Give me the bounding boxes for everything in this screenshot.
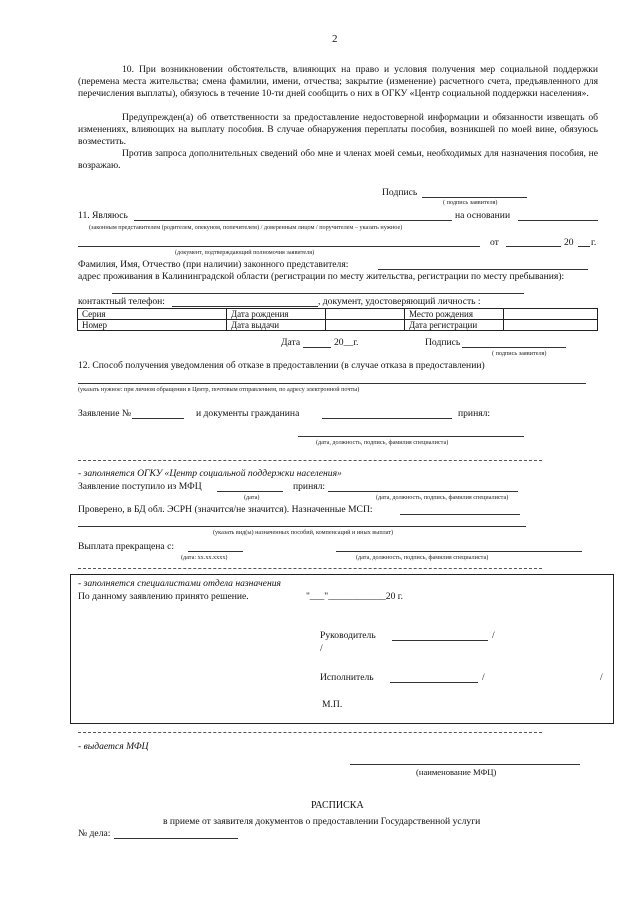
citizen-name-field[interactable] <box>322 418 452 419</box>
s11-hint2: (документ, подтверждающий полномочия заявителя) <box>175 249 315 256</box>
divider <box>78 732 542 733</box>
signature-label: Подпись <box>382 187 418 198</box>
address-field[interactable] <box>112 293 524 294</box>
assigned-benefits-field-2[interactable] <box>78 526 526 527</box>
table-cell-value[interactable] <box>326 320 405 331</box>
head-label: Руководитель <box>320 630 376 641</box>
signature-line[interactable] <box>422 197 527 198</box>
date-year: 20__г. <box>334 337 359 348</box>
table-cell-label: Номер <box>78 320 227 331</box>
ogku-specialist-field[interactable] <box>328 491 518 492</box>
case-number-label: № дела: <box>78 828 111 839</box>
authority-year-field[interactable] <box>578 246 590 247</box>
checked-label: Проверено, в БД обл. ЭСРН (значится/не значится). Назначенные МСП: <box>78 504 373 515</box>
executor-signature-field[interactable] <box>390 682 478 683</box>
ogku-header: - заполняется ОГКУ «Центр социальной поддержки населения» <box>78 468 342 479</box>
head-slash-2: / <box>320 643 323 654</box>
representative-fio-label: Фамилия, Имя, Отчество (при наличии) законного представителя: <box>78 259 349 270</box>
s12-hint: (указать нужное: при личном обращении в Центр, почтовым отправлением, по адресу электронной почты) <box>78 386 360 393</box>
head-signature-field[interactable] <box>392 640 488 641</box>
payment-stopped-date-field[interactable] <box>188 551 243 552</box>
s11-hint1: (законным представителем (родителем, опекуном, попечителем) / доверенным лицом / поручителем – указать нужное) <box>89 224 403 231</box>
date-field[interactable] <box>303 347 331 348</box>
executor-label: Исполнитель <box>320 672 374 683</box>
s11-from-label: от <box>490 237 499 248</box>
payment-stopped-label: Выплата прекращена с: <box>78 541 175 552</box>
authority-date-field[interactable] <box>506 246 561 247</box>
identity-doc-label: , документ, удостоверяющий личность : <box>318 296 481 307</box>
clause-10: 10. При возникновении обстоятельств, влияющих на право и условия получения мер социальной поддержки (перемена места жительства; смена фамилии, имени, отчества; закрытие (изменение) расчетного счета, предъявленного для перечисления выплаты), обязуюсь в течение 10-ти дней сообщить о них в ОГКУ «Центр социальной поддержки населения». <box>78 64 598 99</box>
s11-g: г. <box>591 237 597 248</box>
representative-type-field[interactable] <box>134 220 452 221</box>
s11-basis-label: на основании <box>455 210 511 221</box>
box-header: - заполняется специалистами отдела назначения <box>78 578 281 589</box>
table-cell-label: Дата рождения <box>227 309 326 320</box>
received-date-field[interactable] <box>217 491 283 492</box>
basis-field[interactable] <box>518 220 598 221</box>
head-slash: / <box>492 630 495 641</box>
received-from-mfc-label: Заявление поступило из МФЦ <box>78 481 202 492</box>
s11-year: 20 <box>564 237 574 248</box>
table-row <box>78 320 598 331</box>
divider <box>78 460 542 461</box>
mfc-hint: (наименование МФЦ) <box>416 767 497 777</box>
table-cell-label: Серия <box>78 309 227 320</box>
mfc-name-field[interactable] <box>350 764 580 765</box>
assigned-benefits-field[interactable] <box>400 514 520 515</box>
s11-intro: 11. Являюсь <box>78 210 128 221</box>
receipt-subtitle: в приеме от заявителя документов о предоставлении Государственной услуги <box>163 816 481 827</box>
application-number-field[interactable] <box>132 418 184 419</box>
statement-hint: (дата, должность, подпись, фамилия специалиста) <box>316 439 449 446</box>
table-cell-label: Место рождения <box>405 309 504 320</box>
payment-stopped-specialist-field[interactable] <box>336 551 582 552</box>
hint-date: (дата) <box>244 494 260 501</box>
table-row <box>78 309 598 320</box>
hint-specialist2: (дата, должность, подпись, фамилия специалиста) <box>356 554 489 561</box>
docs-label: и документы гражданина <box>196 408 300 419</box>
hint-specialist: (дата, должность, подпись, фамилия специалиста) <box>376 494 509 501</box>
receipt-title: РАСПИСКА <box>311 800 364 811</box>
application-number-label: Заявление № <box>78 408 132 419</box>
ogku-accepted-label: принял: <box>293 481 326 492</box>
mfc-header: - выдается МФЦ <box>78 741 149 752</box>
representative-fio-field[interactable] <box>378 269 588 270</box>
table-cell-value[interactable] <box>504 309 598 320</box>
s12-title: 12. Способ получения уведомления об отказе в предоставлении (в случае отказа в предоставлении) <box>78 360 485 371</box>
table-cell-value[interactable] <box>504 320 598 331</box>
stamp-label: М.П. <box>322 699 343 710</box>
specialist-field[interactable] <box>298 436 524 437</box>
identity-document-table <box>77 308 598 331</box>
consent-statement: Против запроса дополнительных сведений обо мне и членах моей семьи, необходимых для назначения пособия, не возражаю. <box>78 148 598 171</box>
phone-field[interactable] <box>172 306 318 307</box>
sign2-line[interactable] <box>462 347 566 348</box>
table-cell-value[interactable] <box>326 309 405 320</box>
page-number: 2 <box>332 33 338 45</box>
liability-warning: Предупрежден(а) об ответственности за предоставление недостоверной информации и обязанности извещать об изменениях, влияющих на выплату пособия. В случае обнаружения переплаты пособия, возникшей по моей вине, обязуюсь возместить. <box>78 112 598 147</box>
sign2-label: Подпись <box>425 337 461 348</box>
phone-label: контактный телефон: <box>78 296 165 307</box>
accepted-label: принял: <box>458 408 491 419</box>
decision-date-field[interactable]: "___"____________20 г. <box>306 591 404 602</box>
decision-label: По данному заявлению принято решение. <box>78 591 249 602</box>
divider <box>78 568 542 569</box>
signature-hint: ( подпись заявителя) <box>443 199 498 206</box>
case-number-field[interactable] <box>114 838 238 839</box>
hint-benefits: (указать вид(ы) назначенных пособий, компенсаций и иных выплат) <box>213 529 394 536</box>
date-label: Дата <box>281 337 301 348</box>
executor-slash: / <box>482 672 485 683</box>
hint-date2: (дата: хх.хх.хххх) <box>181 554 228 561</box>
sign2-hint: ( подпись заявителя) <box>492 350 547 357</box>
executor-slash-2: / <box>600 672 603 683</box>
address-label: адрес проживания в Калининградской области (регистрации по месту жительства, регистрации по месту пребывания): <box>78 271 565 282</box>
notification-method-field[interactable] <box>78 383 586 384</box>
table-cell-label: Дата выдачи <box>227 320 326 331</box>
authority-document-field[interactable] <box>78 246 480 247</box>
table-cell-label: Дата регистрации <box>405 320 504 331</box>
